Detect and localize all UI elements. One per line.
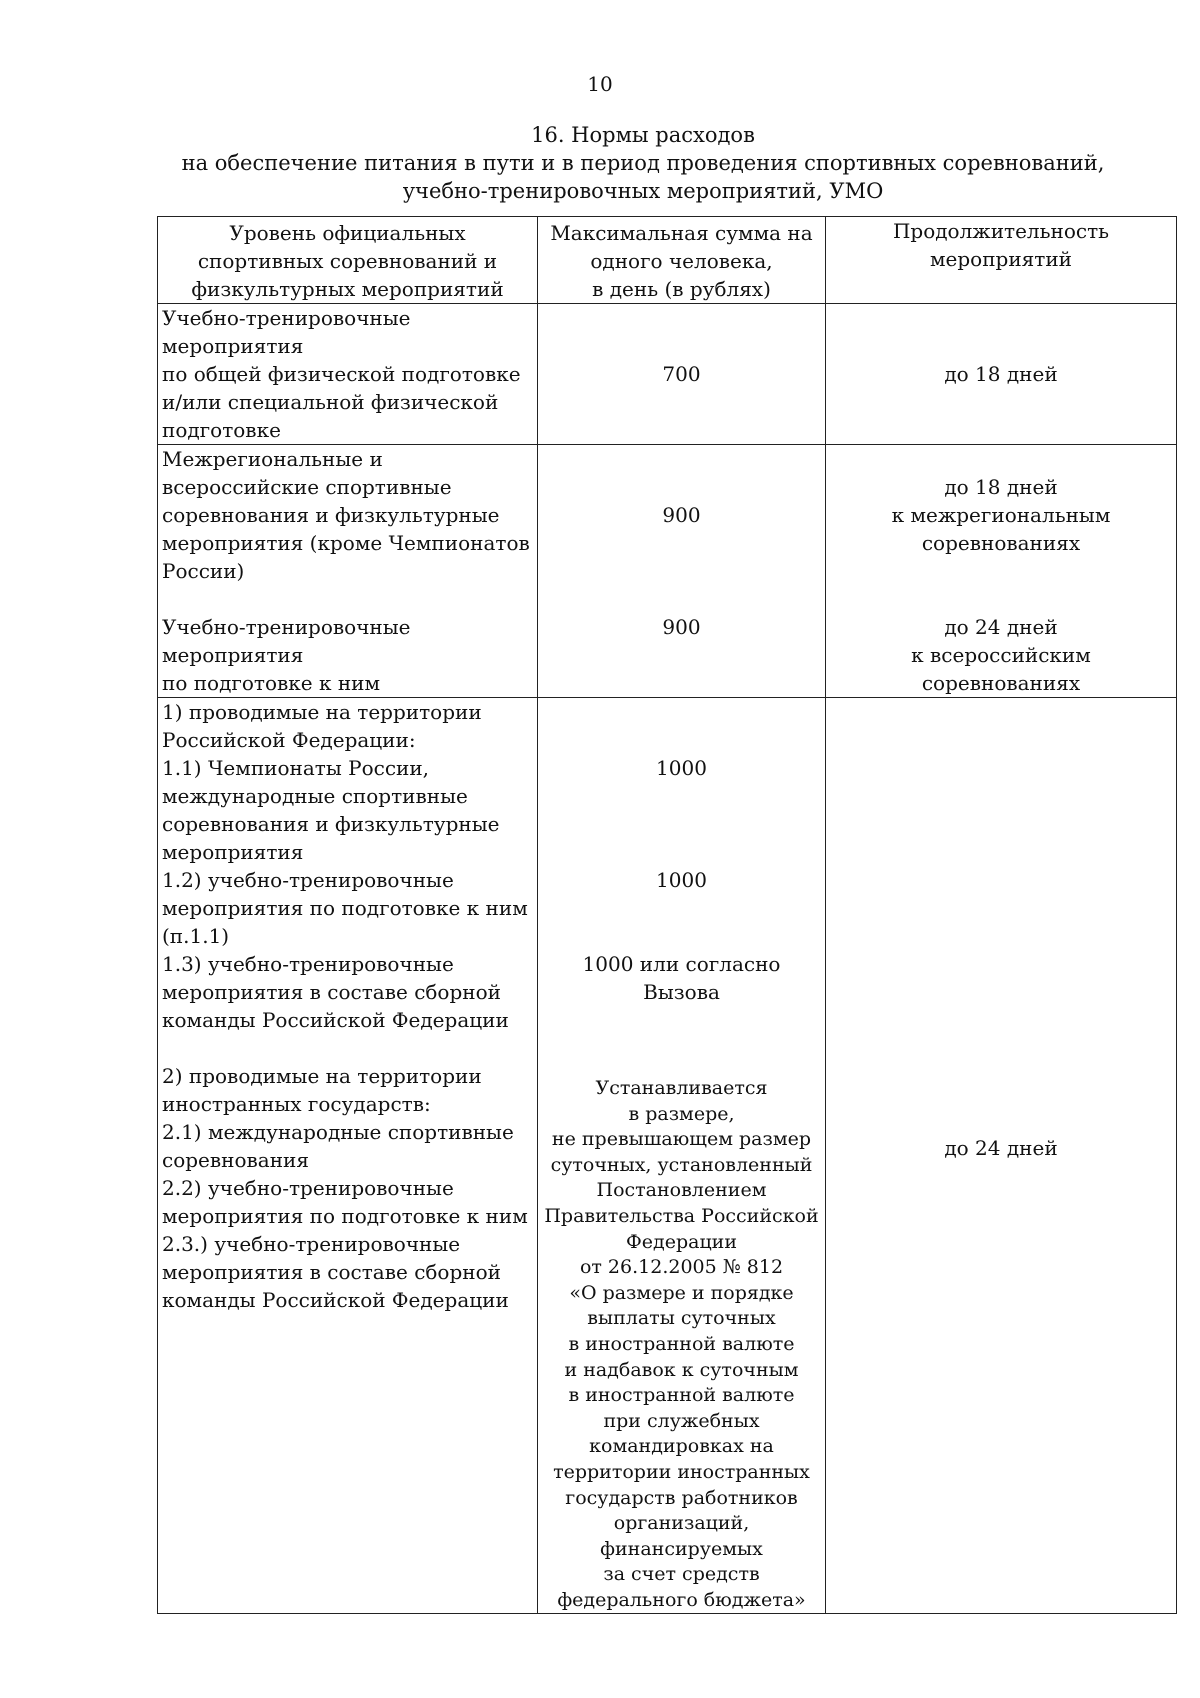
- cell-text: мероприятия по подготовке к ним: [162, 1204, 528, 1228]
- cell-text: организаций,: [613, 1512, 750, 1535]
- cell-text: 900: [662, 503, 701, 527]
- header-level: [158, 217, 538, 304]
- cell-text: Федерации: [626, 1230, 737, 1253]
- cell-text: 1000: [656, 868, 707, 892]
- cell-text: мероприятия: [162, 334, 304, 358]
- norms-table: [157, 216, 1177, 1614]
- cell-text: (п.1.1): [162, 924, 230, 948]
- cell-text: в размере,: [628, 1102, 735, 1125]
- cell-text: Межрегиональные и: [162, 447, 383, 471]
- cell-text: от 26.12.2005 № 812: [579, 1256, 784, 1279]
- table-row: [158, 698, 1177, 1614]
- cell-text: 1000 или согласно: [582, 952, 781, 976]
- cell-text: в иностранной валюте: [568, 1384, 795, 1407]
- cell-text: федерального бюджета»: [557, 1588, 806, 1611]
- cell-level: [158, 445, 538, 698]
- cell-text: соревнованиях: [921, 671, 1081, 695]
- cell-text: подготовке: [162, 418, 281, 442]
- cell-text: и надбавок к суточным: [564, 1358, 799, 1381]
- cell-text: мероприятия (кроме Чемпионатов: [162, 531, 530, 555]
- cell-text: 2.2) учебно-тренировочные: [162, 1176, 454, 1200]
- cell-text: к межрегиональным: [891, 503, 1111, 527]
- spacer: [542, 445, 821, 501]
- spacer: [830, 557, 1172, 613]
- amount-foreign-text: [542, 1076, 821, 1613]
- header-text: физкультурных мероприятий: [191, 277, 504, 301]
- heading-line-2: на обеспечение питания в пути и в период проведения спортивных соревнований,: [181, 151, 1105, 175]
- header-text: одного человека,: [590, 249, 773, 273]
- cell-text: команды Российской Федерации: [162, 1008, 509, 1032]
- cell-text: к всероссийским: [911, 643, 1091, 667]
- spacer: [542, 1006, 821, 1076]
- cell-text: до 24 дней: [944, 615, 1058, 639]
- heading-line-1: 16. Нормы расходов: [531, 123, 755, 147]
- spacer: [162, 1034, 533, 1062]
- spacer: [542, 782, 821, 866]
- cell-text: 2.1) международные спортивные: [162, 1120, 514, 1144]
- cell-amount: 700: [538, 304, 826, 445]
- cell-text: государств работников: [565, 1486, 798, 1509]
- header-text: Максимальная сумма на: [550, 221, 813, 245]
- spacer: [830, 698, 1172, 1134]
- cell-text: соревнования и физкультурные: [162, 812, 500, 836]
- cell-text: мероприятия в составе сборной: [162, 980, 501, 1004]
- cell-level: [158, 698, 538, 1614]
- header-text: в день (в рублях): [592, 277, 771, 301]
- cell-duration: до 18 дней: [826, 304, 1177, 445]
- cell-text: Российской Федерации:: [162, 728, 416, 752]
- header-text: Продолжительность: [892, 219, 1110, 243]
- cell-text: 1.3) учебно-тренировочные: [162, 952, 454, 976]
- cell-text: России): [162, 559, 245, 583]
- cell-text: международные спортивные: [162, 784, 468, 808]
- cell-duration: [826, 698, 1177, 1614]
- cell-text: Вызова: [643, 980, 720, 1004]
- section-heading: [150, 121, 1136, 205]
- cell-text: финансируемых: [600, 1537, 763, 1560]
- header-amount: [538, 217, 826, 304]
- heading-line-3: учебно-тренировочных мероприятий, УМО: [402, 179, 884, 203]
- cell-text: за счет средств: [603, 1563, 760, 1586]
- header-duration: [826, 217, 1177, 304]
- cell-duration: [826, 445, 1177, 698]
- cell-text: территории иностранных: [553, 1460, 810, 1483]
- cell-level: [158, 304, 538, 445]
- cell-amount: [538, 445, 826, 698]
- cell-text: 1) проводимые на территории: [162, 700, 482, 724]
- cell-text: мероприятия: [162, 643, 304, 667]
- cell-text: 1.1) Чемпионаты России,: [162, 756, 430, 780]
- spacer: [830, 445, 1172, 473]
- cell-text: до 24 дней: [944, 1136, 1058, 1160]
- cell-text: не превышающем размер: [551, 1128, 812, 1151]
- cell-text: командировках на: [589, 1435, 774, 1458]
- cell-text: команды Российской Федерации: [162, 1288, 509, 1312]
- cell-text: Постановлением: [596, 1179, 767, 1202]
- cell-text: Устанавливается: [595, 1077, 768, 1099]
- cell-text: мероприятия по подготовке к ним: [162, 896, 528, 920]
- header-text: спортивных соревнований и: [197, 249, 498, 273]
- cell-text: выплаты суточных: [587, 1307, 776, 1330]
- spacer: [542, 529, 821, 613]
- page-number: 10: [587, 72, 613, 96]
- spacer: [162, 585, 533, 613]
- cell-text: при служебных: [603, 1409, 760, 1432]
- spacer: [542, 698, 821, 754]
- cell-text: 1000: [656, 756, 707, 780]
- header-text: мероприятий: [929, 247, 1073, 271]
- cell-text: и/или специальной физической: [162, 390, 499, 414]
- cell-text: мероприятия в составе сборной: [162, 1260, 501, 1284]
- cell-amount: [538, 698, 826, 1614]
- table-header-row: [158, 217, 1177, 304]
- cell-text: Учебно-тренировочные: [162, 306, 411, 330]
- cell-text: Правительства Российской: [544, 1204, 819, 1227]
- cell-text: иностранных государств:: [162, 1092, 431, 1116]
- table-row: [158, 445, 1177, 698]
- cell-text: соревнованиях: [921, 531, 1081, 555]
- cell-text: всероссийские спортивные: [162, 475, 452, 499]
- header-text: Уровень официальных: [229, 221, 466, 245]
- table-row: [158, 304, 1177, 445]
- cell-text: соревнования и физкультурные: [162, 503, 500, 527]
- cell-text: в иностранной валюте: [568, 1332, 795, 1355]
- cell-text: 1.2) учебно-тренировочные: [162, 868, 454, 892]
- cell-text: 900: [662, 615, 701, 639]
- cell-text: Учебно-тренировочные: [162, 615, 411, 639]
- cell-text: по подготовке к ним: [162, 671, 381, 695]
- cell-text: мероприятия: [162, 840, 304, 864]
- cell-text: до 18 дней: [944, 475, 1058, 499]
- cell-text: «О размере и порядке: [569, 1281, 794, 1304]
- cell-text: 2) проводимые на территории: [162, 1064, 482, 1088]
- cell-text: суточных, установленный: [550, 1153, 813, 1176]
- cell-text: 2.3.) учебно-тренировочные: [162, 1232, 461, 1256]
- cell-text: по общей физической подготовке: [162, 362, 521, 386]
- cell-text: соревнования: [162, 1148, 309, 1172]
- spacer: [542, 894, 821, 950]
